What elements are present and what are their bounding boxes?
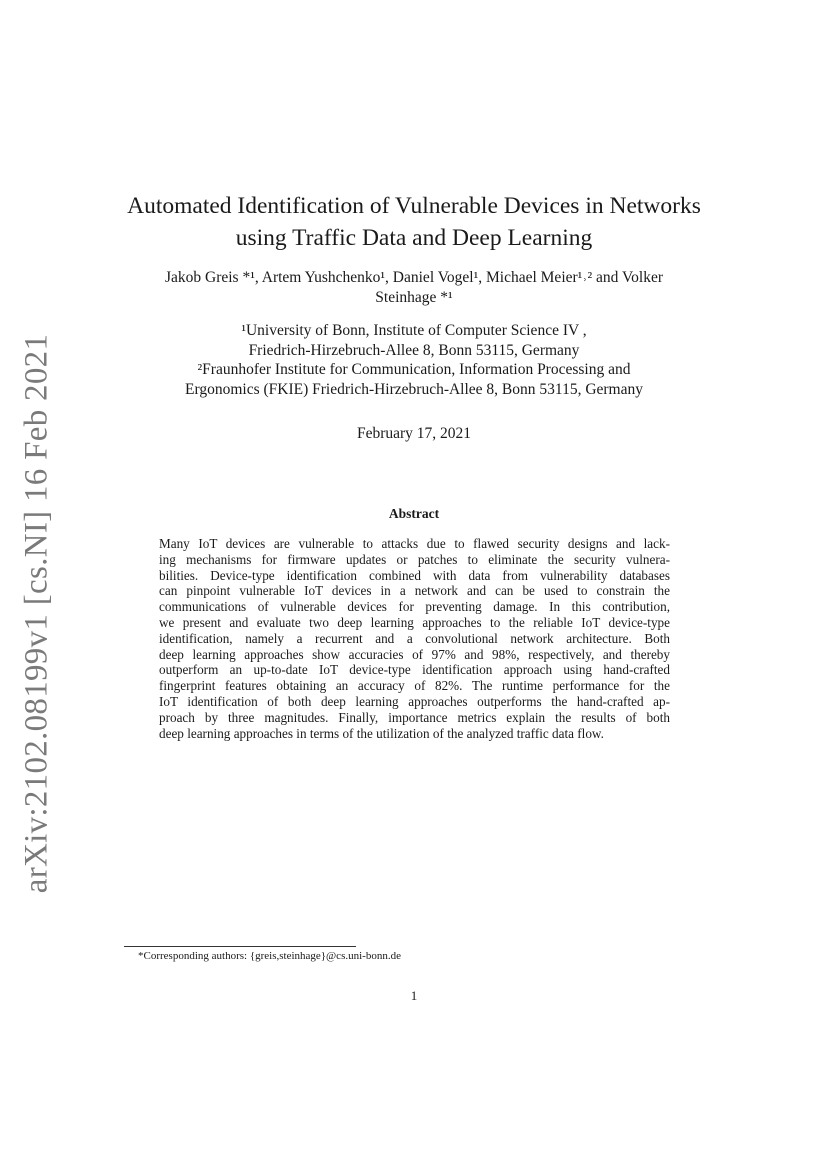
abstract-line: communications of vulnerable devices for preventing damage. In this contribution, — [159, 599, 670, 615]
abstract-line: Many IoT devices are vulnerable to attacks due to flawed security designs and lack- — [159, 536, 670, 551]
affiliation-line: ²Fraunhofer Institute for Communication, Information Processing and — [197, 361, 631, 378]
title-line: Automated Identification of Vulnerable Devices in Networks — [127, 193, 701, 219]
footnote-divider — [124, 946, 356, 947]
abstract-line: bilities. Device-type identification combined with data from vulnerability databases — [159, 567, 670, 583]
affiliation-line: Ergonomics (FKIE) Friedrich-Hirzebruch-Allee 8, Bonn 53115, Germany — [185, 380, 643, 398]
page-number: 1 — [410, 988, 418, 1003]
publication-date: February 17, 2021 — [356, 425, 472, 442]
abstract-line: outperform an up-to-date IoT device-type identification approach using hand-crafted — [159, 662, 670, 678]
abstract-line: deep learning approaches show accuracies of 97% and 98%, respectively, and thereby — [159, 646, 670, 662]
affiliations — [100, 321, 728, 399]
abstract-heading: Abstract — [388, 506, 440, 521]
footnote: *Corresponding authors: {greis,steinhage}@cs.uni-bonn.de — [138, 950, 401, 962]
abstract-line: ing mechanisms for firmware updates or patches to eliminate the security vulnera- — [159, 551, 670, 567]
affiliation-line: Friedrich-Hirzebruch-Allee 8, Bonn 53115, Germany — [248, 341, 580, 359]
abstract-body — [159, 536, 670, 741]
author-list — [100, 268, 728, 308]
abstract-line: we present and evaluate two deep learning approaches to the reliable IoT device-type — [159, 614, 670, 630]
abstract-line: deep learning approaches in terms of the utilization of the analyzed traffic data flow. — [159, 725, 604, 741]
author-line: Jakob Greis *¹, Artem Yushchenko¹, Daniel Vogel¹, Michael Meier¹˒² and Volker — [164, 269, 664, 286]
author-line: Steinhage *¹ — [375, 289, 453, 306]
affiliation-line: ¹University of Bonn, Institute of Computer Science IV , — [241, 322, 587, 339]
paper-title — [114, 190, 714, 254]
title-line: using Traffic Data and Deep Learning — [235, 225, 593, 251]
abstract-line: proach by three magnitudes. Finally, importance metrics explain the results of both — [159, 709, 670, 725]
abstract-line: can pinpoint vulnerable IoT devices in a network and can be used to constrain the — [159, 583, 670, 599]
abstract-line: IoT identification of both deep learning approaches outperforms the hand-crafted ap- — [159, 693, 670, 709]
abstract-line: fingerprint features obtaining an accuracy of 82%. The runtime performance for the — [159, 678, 670, 694]
arxiv-identifier-text: arXiv:2102.08199v1 [cs.NI] 16 Feb 2021 — [18, 333, 55, 893]
abstract-line: identification, namely a recurrent and a convolutional network architecture. Both — [159, 630, 670, 646]
arxiv-identifier-stamp — [13, 333, 61, 893]
